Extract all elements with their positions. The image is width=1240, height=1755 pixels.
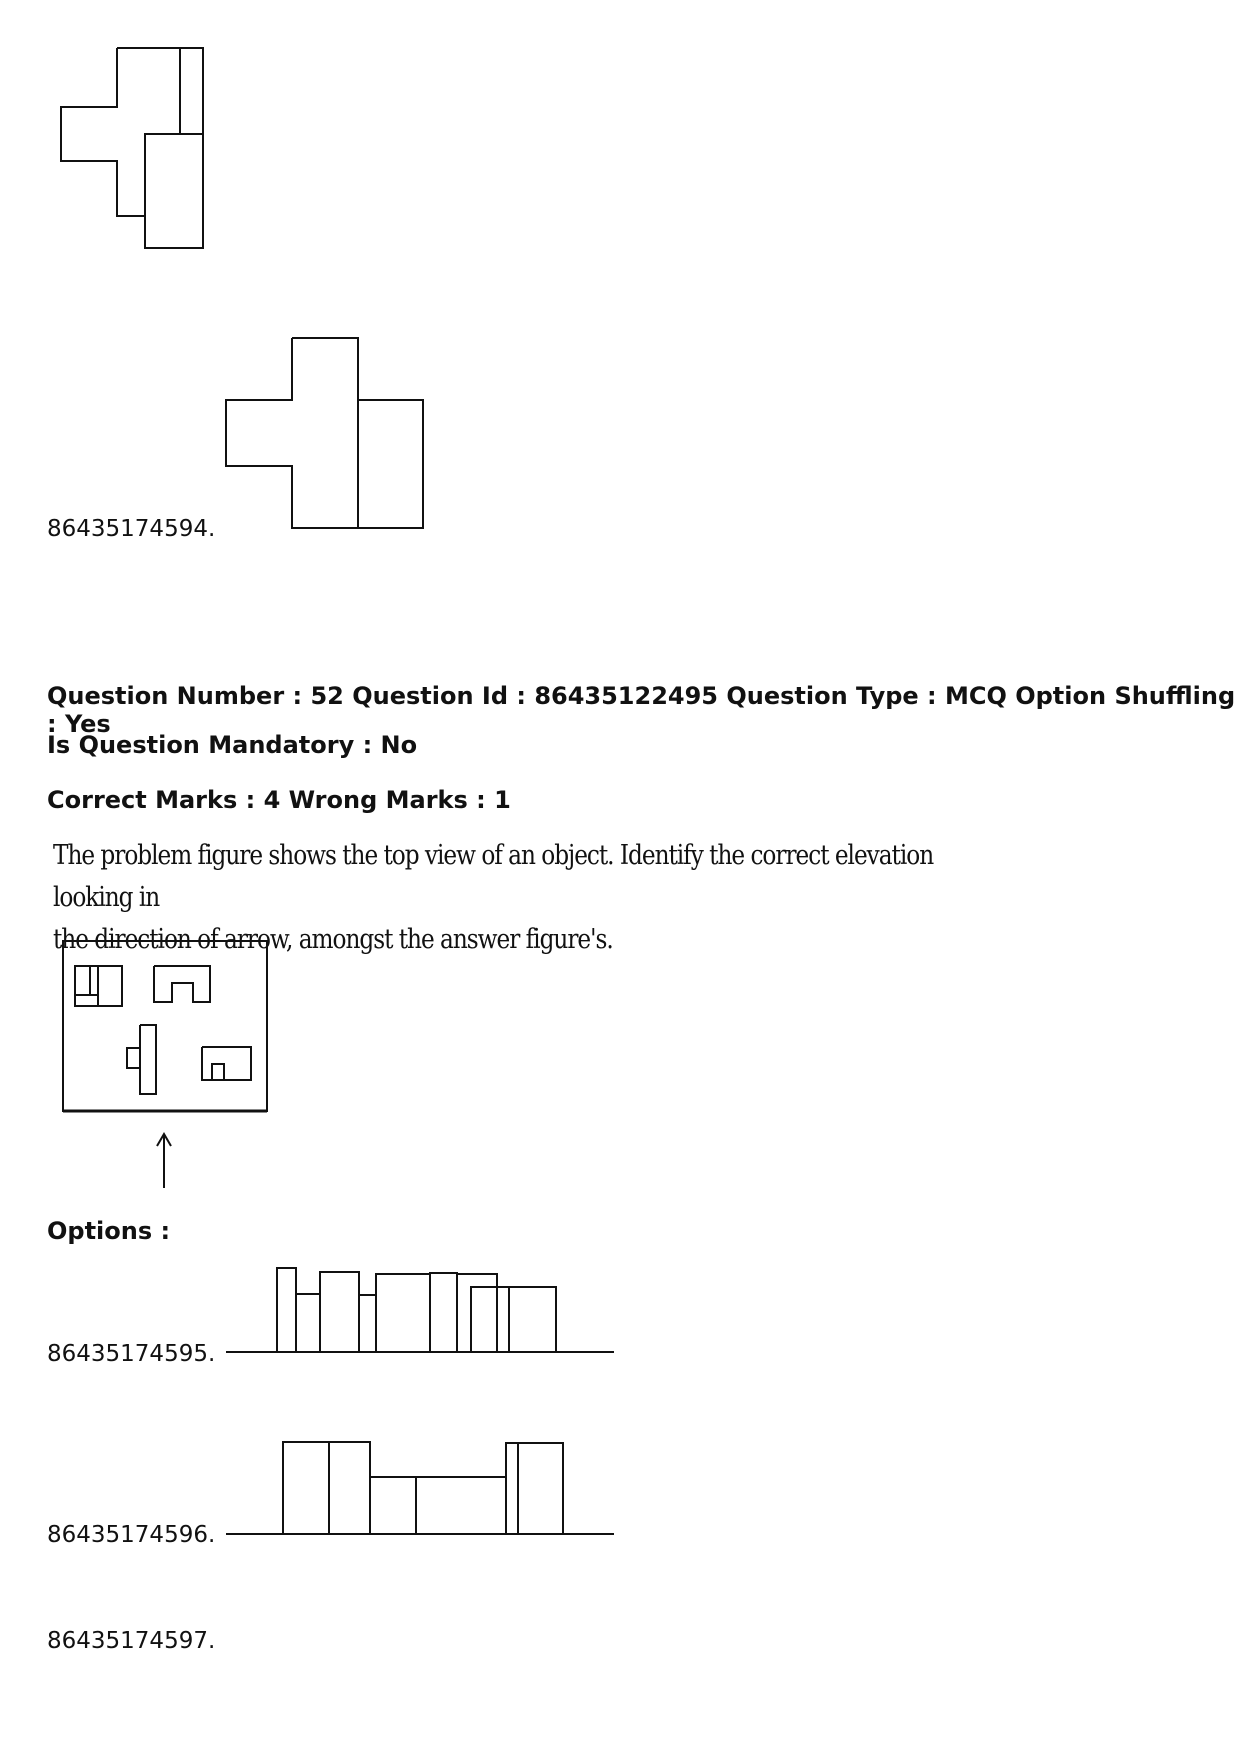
question-header: Question Number : 52 Question Id : 86435122495 Question Type : MCQ Option Shuffling : Yes	[47, 682, 1236, 738]
problem-text-line-2: the direction of arrow, amongst the answer figure's.	[53, 924, 613, 955]
option-number-97[interactable]: 86435174597.	[47, 1628, 216, 1654]
option-number-96[interactable]: 86435174596.	[47, 1522, 216, 1548]
problem-text-line-1: The problem figure shows the top view of an object. Identify the correct elevation looking in	[53, 840, 934, 913]
option-figure-96	[0, 0, 620, 1545]
question-marks: Correct Marks : 4 Wrong Marks : 1	[47, 786, 511, 814]
option-number-95[interactable]: 86435174595.	[47, 1341, 216, 1367]
question-mandatory: Is Question Mandatory : No	[47, 731, 418, 759]
option-number-94[interactable]: 86435174594.	[47, 516, 216, 542]
options-label: Options :	[47, 1217, 171, 1245]
